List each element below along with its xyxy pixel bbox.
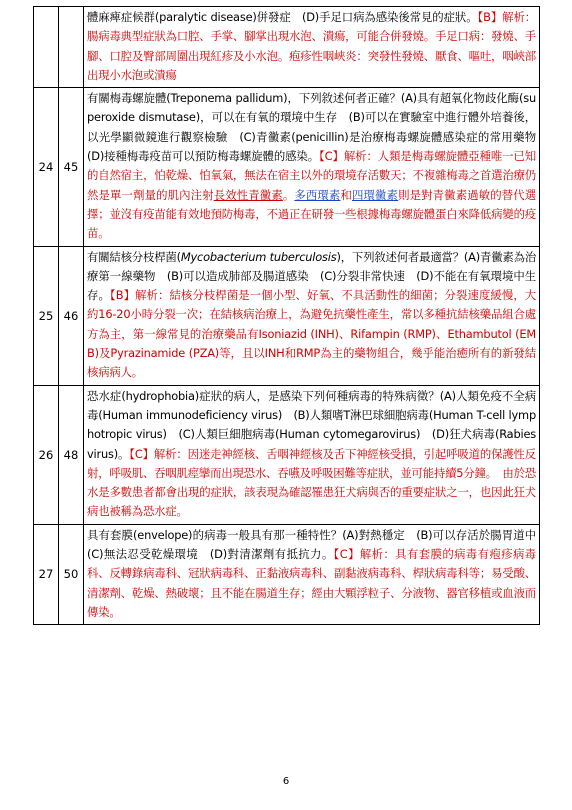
question-number: 45 (59, 88, 84, 246)
question-text: 具有套膜(envelope)的病毒一般具有那一種特性？(A)對熱穩定 (B)可以存活於腸胃道中 (C)無法忍受乾燥環境 (D)對清潔劑有抵抗力。 (87, 527, 548, 562)
question-part: )，下列敘述何者最適當？(A)青黴素為治療第一線藥物 (B)可以造成肺部及腸道感染 (C)分裂非常快速 (D)不能在有氧環境中生存。 (87, 249, 537, 303)
question-text: 恐水症(hydrophobia)症狀的病人，是感染下列何種病毒的特殊病徵？(A)人類免疫不全病毒(Human immunodeficiency virus) (B)人類嗜T淋巴球細胞病毒(Human T-cell lymphotropic virus) (C)人類巨細胞病毒(Human cytomegarovirus) (D)狂犬病毒(Rabies virus)。 (87, 388, 536, 461)
question-cell (84, 385, 540, 524)
answer-text: 【B】解析：腸病毒典型症狀為口腔、手掌、腳掌出現水泡、潰瘍，可能合併發燒。手足口病：發燒、手腳、口腔及臀部周圍出現紅疹及小水泡。疱疹性咽峽炎：突發性發燒、厭食、嘔吐，咽峽部出現小水泡或潰瘍 (87, 10, 536, 82)
item-number: 24 (34, 88, 59, 246)
item-number: 25 (34, 246, 59, 385)
item-number (34, 7, 59, 88)
table-row (34, 524, 540, 624)
item-number: 26 (34, 385, 59, 524)
answer-text: 【B】解析：結核分枝桿菌是一個小型、好氧、不具活動性的細菌；分裂速度緩慢，大約16-20小時分裂一次；在結核病治療上，為避免抗藥性產生，常以多種抗結核藥品組合處方為主，第一線常見的治療藥品有Isoniazid (INH)、Rifampin (RMP)、Ethambutol (EMB)及Pyrazinamide (PZA)等，且以INH和RMP為主的藥物組合，幾乎能治癒所有的新發結核病病人。 (87, 288, 536, 380)
question-cell (84, 88, 548, 246)
answer-text: 【C】解析：具有套膜的病毒有疱疹病毒科、反轉錄病毒科、冠狀病毒科、正黏液病毒科、副黏液病毒科、桿狀病毒科等；易受酸、清潔劑、乾燥、熱破壞；且不能在腸道生存；經由大顆浮粒子、分液物、器官移植或血液而傳染。 (87, 547, 536, 619)
question-text: 體麻痺症候群(paralytic disease)併發症 (D)手足口病為感染後常見的症狀。 (87, 10, 478, 24)
page-number: 6 (282, 776, 290, 787)
question-number: 48 (59, 385, 84, 524)
table-row (34, 88, 540, 246)
answer-part: 。 (282, 187, 295, 202)
underlined-term: 多西環素 (294, 187, 341, 202)
underlined-term: 四環黴素 (352, 187, 399, 202)
answer-part: 【C】解析：人類是梅毒螺旋體亞種唯一已知的自然宿主，怕乾燥、怕氧氣，無法在宿主以外的環境存活數天；不複雜梅毒之首選治療仍然是單一劑量的肌內注射 (87, 149, 536, 202)
question-part: 有關結核分枝桿菌( (87, 249, 181, 264)
underlined-term: 長效性青黴素 (213, 187, 283, 202)
question-number: 50 (59, 524, 84, 624)
species-name: Mycobacterium tuberculosis (180, 249, 337, 264)
question-number: 46 (59, 246, 84, 385)
item-number: 27 (34, 524, 59, 624)
question-cell (84, 7, 540, 88)
table-row (34, 246, 540, 385)
question-text: 有關梅毒螺旋體(Treponema pallidum)，下列敘述何者正確？(A)具有超氧化物歧化酶(superoxide dismutase)，可以在有氧的環境中生存 (B)可以在實驗室中進行體外培養後，以光學顯微鏡進行觀察檢驗 (C)青黴素(penicillin)是治療梅毒螺旋體感染症的常用藥物 (D)接種梅毒疫苗可以預防梅毒螺旋體的感染。 (87, 91, 548, 164)
question-cell (84, 246, 540, 385)
table-row (34, 385, 540, 524)
answer-part: 和 (340, 187, 352, 202)
answer-part: 則是對青黴素過敏的替代選擇；並沒有疫苗能有效地預防梅毒，不過正在研發一些根據梅毒螺旋體蛋白來降低病變的疫苗。 (87, 187, 537, 241)
question-number (59, 7, 84, 88)
question-table (33, 6, 548, 625)
table-row (34, 7, 540, 88)
answer-text: 【C】解析：因迷走神經核、舌咽神經核及舌下神經核受損，引起呼吸道的保護性反射，呼吸肌、吞咽肌痙攣而出現恐水、吞嚥及呼吸困難等症狀，並可能持續5分鐘。 由於恐水是多數患者都會出現的症狀，該表現為確認罹患狂犬病與否的重要症狀之一，也因此狂犬病也被稱為恐水症。 (87, 446, 536, 519)
question-cell (84, 524, 548, 624)
